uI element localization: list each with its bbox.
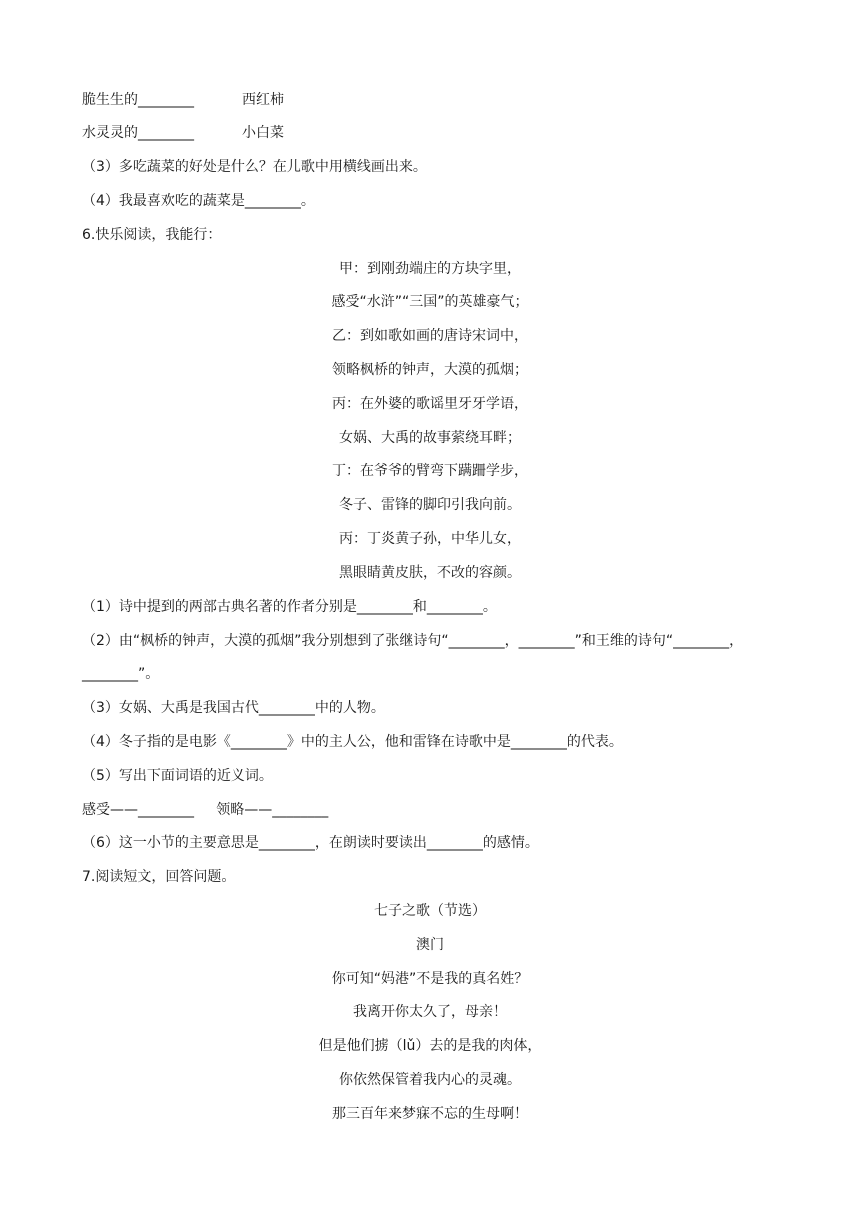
sub-question-6: （6）这一小节的主要意思是________，在朗读时要读出________的感情。 bbox=[82, 835, 539, 851]
sub-question-2: （2）由“枫桥的钟声，大漠的孤烟”我分别想到了张继诗句“________，________”和王维的诗句“________， bbox=[82, 633, 744, 649]
poem-line: 丙：丁炎黄子孙，中华儿女， bbox=[339, 531, 521, 547]
item-line: 水灵灵的________ bbox=[82, 125, 194, 141]
poem-line: 感受“水浒”“三国”的英雄豪气； bbox=[331, 294, 529, 310]
passage-line: 你依然保管着我内心的灵魂。 bbox=[339, 1072, 521, 1088]
passage-subtitle: 澳门 bbox=[416, 937, 444, 953]
passage-line: 我离开你太久了，母亲！ bbox=[353, 1004, 507, 1020]
section-7-heading: 7.阅读短文，回答问题。 bbox=[82, 869, 236, 885]
poem-line: 乙：到如歌如画的唐诗宋词中， bbox=[332, 328, 528, 344]
passage-title: 七子之歌（节选） bbox=[374, 903, 486, 919]
passage-line: 但是他们掳（lǔ）去的是我的肉体， bbox=[318, 1038, 542, 1054]
question-4: （4）我最喜欢吃的蔬菜是________。 bbox=[82, 193, 315, 209]
poem-line: 丁：在爷爷的臂弯下蹒跚学步， bbox=[332, 463, 528, 479]
sub-question-1: （1）诗中提到的两部古典名著的作者分别是________和________。 bbox=[82, 599, 497, 615]
poem-line: 冬子、雷锋的脚印引我向前。 bbox=[339, 497, 521, 513]
synonym-line: 感受——________ 领略——________ bbox=[82, 802, 329, 818]
poem-line: 女娲、大禹的故事萦绕耳畔； bbox=[339, 430, 521, 446]
sub-question-4: （4）冬子指的是电影《________》中的主人公，他和雷锋在诗歌中是________的代表。 bbox=[82, 734, 623, 750]
item-line: 脆生生的________ bbox=[82, 92, 194, 108]
poem-line: 丙：在外婆的歌谣里牙牙学语， bbox=[332, 396, 528, 412]
item-line: 小白菜 bbox=[242, 125, 284, 141]
sub-question-3: （3）女娲、大禹是我国古代________中的人物。 bbox=[82, 700, 385, 716]
section-6-heading: 6.快乐阅读，我能行： bbox=[82, 227, 222, 243]
sub-question-5: （5）写出下面词语的近义词。 bbox=[82, 768, 273, 784]
passage-line: 那三百年来梦寐不忘的生母啊！ bbox=[332, 1106, 528, 1122]
question-3: （3）多吃蔬菜的好处是什么？在儿歌中用横线画出来。 bbox=[82, 159, 427, 175]
poem-line: 领略枫桥的钟声，大漠的孤烟； bbox=[332, 362, 528, 378]
passage-line: 你可知“妈港”不是我的真名姓？ bbox=[331, 971, 529, 987]
poem-line: 黑眼睛黄皮肤，不改的容颜。 bbox=[339, 565, 521, 581]
item-line: 西红柿 bbox=[242, 92, 284, 108]
poem-line: 甲：到刚劲端庄的方块字里， bbox=[339, 261, 521, 277]
sub-question-2-cont: ________”。 bbox=[82, 666, 160, 682]
